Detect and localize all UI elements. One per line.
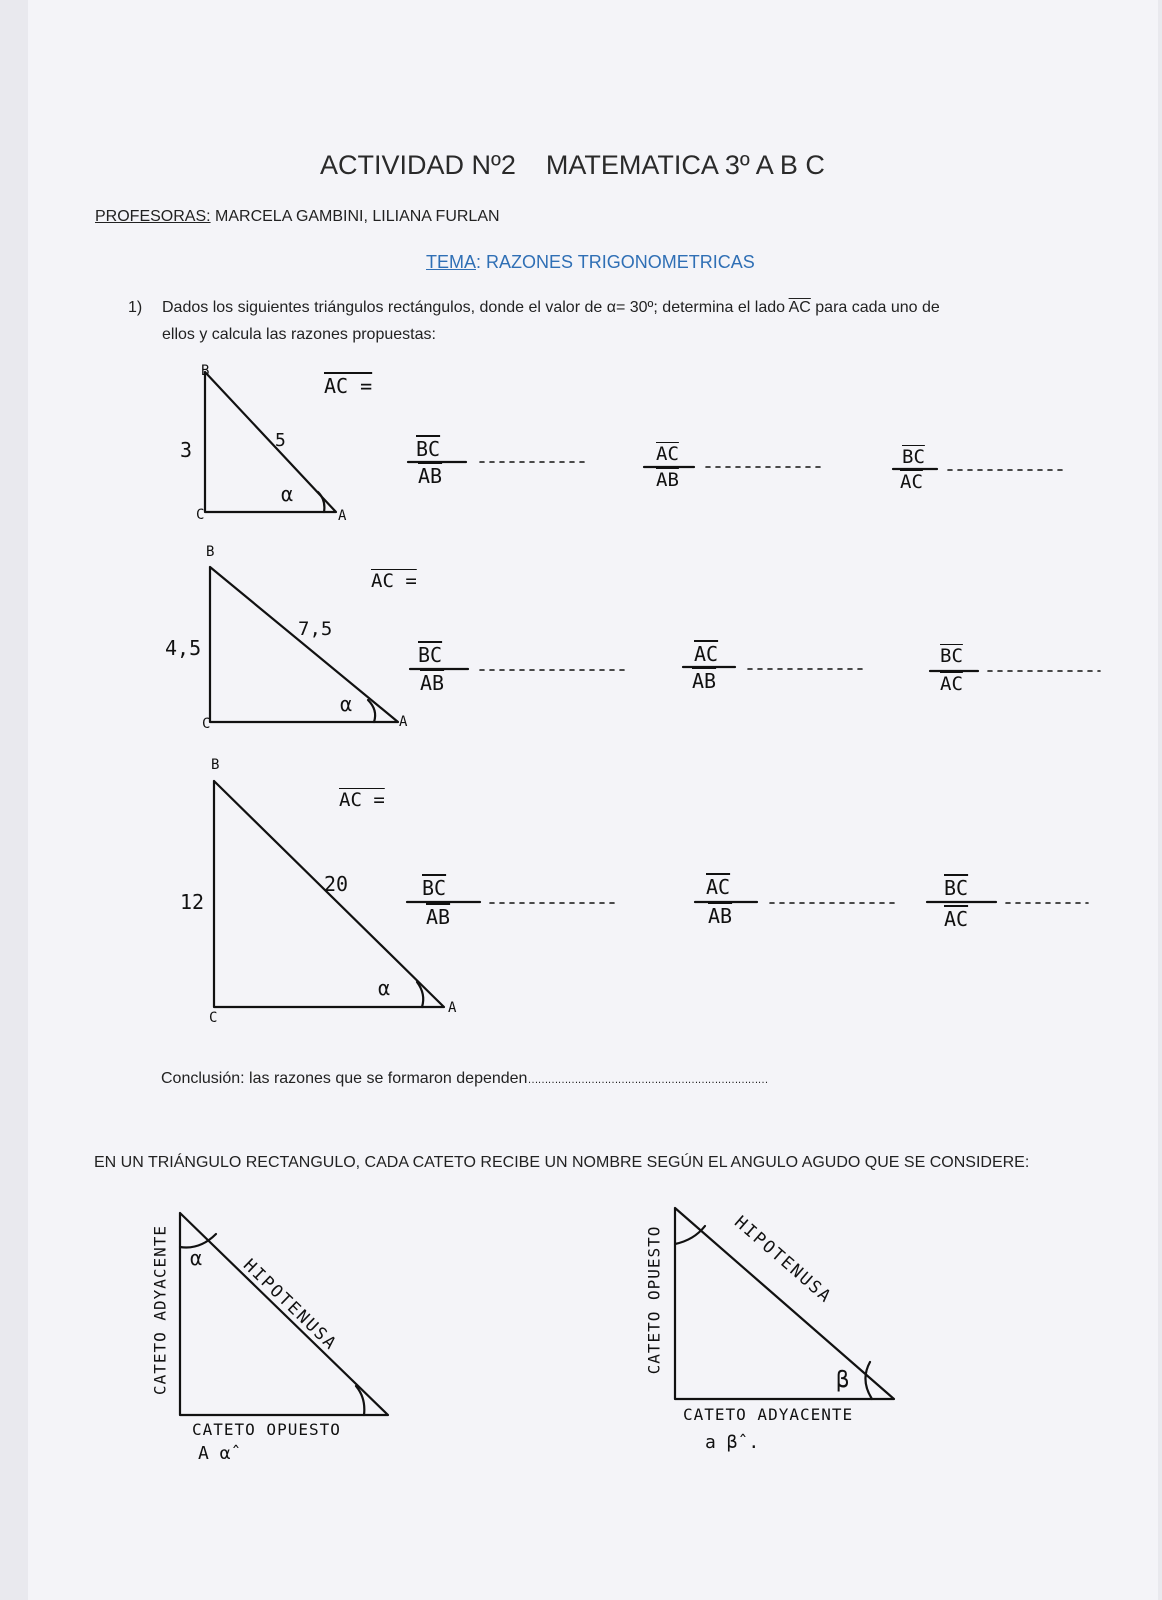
t1-ratio2-num: $\overline{AC}$ <box>656 443 679 465</box>
t1-side-ab: 5 <box>275 430 286 451</box>
diagram-beta-arc-top <box>675 1226 705 1244</box>
t2-ratio2-num: $\overline{AC}$ <box>694 642 719 666</box>
t3-ratio3-den: $\overline{AC}$ <box>944 907 969 931</box>
beta-vertical-leg-label: CATETO OPUESTO <box>644 1225 664 1375</box>
t2-ratio2-den: $\overline{AB}$ <box>692 669 717 693</box>
t3-ratio1-den: $\overline{AB}$ <box>426 905 451 929</box>
t3-side-ab: 20 <box>324 872 349 896</box>
t3-alpha: α <box>378 976 391 1000</box>
t1-ratio3-num: $\overline{BC}$ <box>902 446 925 468</box>
beta-hypotenuse-label: HIPOTENUSA <box>730 1212 836 1308</box>
t1-ratio1-num: $\overline{BC}$ <box>416 437 441 461</box>
t3-vertex-a: A <box>448 1000 457 1016</box>
t2-alpha: α <box>340 692 353 716</box>
t3-ac-prompt: AC = <box>339 789 385 811</box>
t1-ratio2-den: $\overline{AB}$ <box>656 469 679 491</box>
diagram-beta-triangle <box>675 1208 894 1399</box>
teachers-label: PROFESORAS: <box>95 208 211 225</box>
t2-vertex-a: A <box>399 714 408 730</box>
t2-vertex-c: C <box>202 716 211 732</box>
t3-ratio2-den: $\overline{AB}$ <box>708 904 733 928</box>
t3-ratio3-num: $\overline{BC}$ <box>944 876 969 900</box>
exercise-text: Dados los siguientes triángulos rectángulos, donde el valor de α= 30º; determina el lado $\overline{AC}$ para cada uno de ellos y calcula las razones propuestas: <box>162 299 940 343</box>
t1-vertex-b: B <box>201 363 210 379</box>
conclusion-text: Conclusión: las razones que se formaron dependen <box>161 1070 528 1087</box>
t2-side-bc: 4,5 <box>165 636 202 660</box>
t3-vertex-b: B <box>211 757 220 773</box>
alpha-horizontal-leg-label: CATETO OPUESTO <box>192 1420 341 1439</box>
t3-ratio2-num: $\overline{AC}$ <box>706 875 731 899</box>
triangle-2 <box>210 567 398 722</box>
t1-ac-prompt: AC = <box>324 374 373 398</box>
t2-ratio3-num: $\overline{BC}$ <box>940 645 963 667</box>
diagram-beta-arc-bottom <box>865 1362 872 1399</box>
beta-reference: a β̂ . <box>705 1432 760 1453</box>
t1-ratio1-den: $\overline{AB}$ <box>418 464 443 488</box>
exercise-number: 1) <box>128 299 143 316</box>
t3-vertex-c: C <box>209 1010 218 1026</box>
t1-alpha: α <box>281 482 294 506</box>
t1-side-bc: 3 <box>180 438 193 462</box>
t1-vertex-c: C <box>196 507 205 523</box>
t2-vertex-b: B <box>206 544 215 560</box>
alpha-reference: A α̂ <box>198 1443 231 1464</box>
triangle-1 <box>205 372 336 512</box>
t1-ratio3-den: $\overline{AC}$ <box>900 471 923 493</box>
t3-ratio1-num: $\overline{BC}$ <box>422 876 447 900</box>
statement-text: EN UN TRIÁNGULO RECTANGULO, CADA CATETO RECIBE UN NOMBRE SEGÚN EL ANGULO AGUDO QUE SE CONSIDERE: <box>94 1154 1030 1171</box>
alpha-vertical-leg-label: CATETO ADYACENTE <box>150 1224 170 1396</box>
alpha-hypotenuse-label: HIPOTENUSA <box>239 1255 341 1355</box>
t2-ac-prompt: AC = <box>371 570 417 592</box>
t1-vertex-a: A <box>338 508 347 524</box>
t2-ratio1-num: $\overline{BC}$ <box>418 643 443 667</box>
topic-value: : RAZONES TRIGONOMETRICAS <box>476 252 755 272</box>
beta-angle: β <box>836 1368 850 1393</box>
conclusion-line <box>161 1070 767 1088</box>
t2-ratio1-den: $\overline{AB}$ <box>420 671 445 695</box>
beta-horizontal-leg-label: CATETO ADYACENTE <box>683 1405 854 1424</box>
page-title: ACTIVIDAD Nº2 MATEMATICA 3º A B C <box>320 150 825 180</box>
conclusion-blank[interactable]: ……………………………………………………………… <box>527 1074 768 1086</box>
t2-ratio3-den: $\overline{AC}$ <box>940 673 963 695</box>
t3-side-bc: 12 <box>180 890 205 914</box>
teachers-names: MARCELA GAMBINI, LILIANA FURLAN <box>210 208 500 225</box>
t2-side-ab: 7,5 <box>298 618 333 640</box>
topic-label: TEMA <box>426 252 477 272</box>
alpha-angle: α <box>190 1246 203 1270</box>
